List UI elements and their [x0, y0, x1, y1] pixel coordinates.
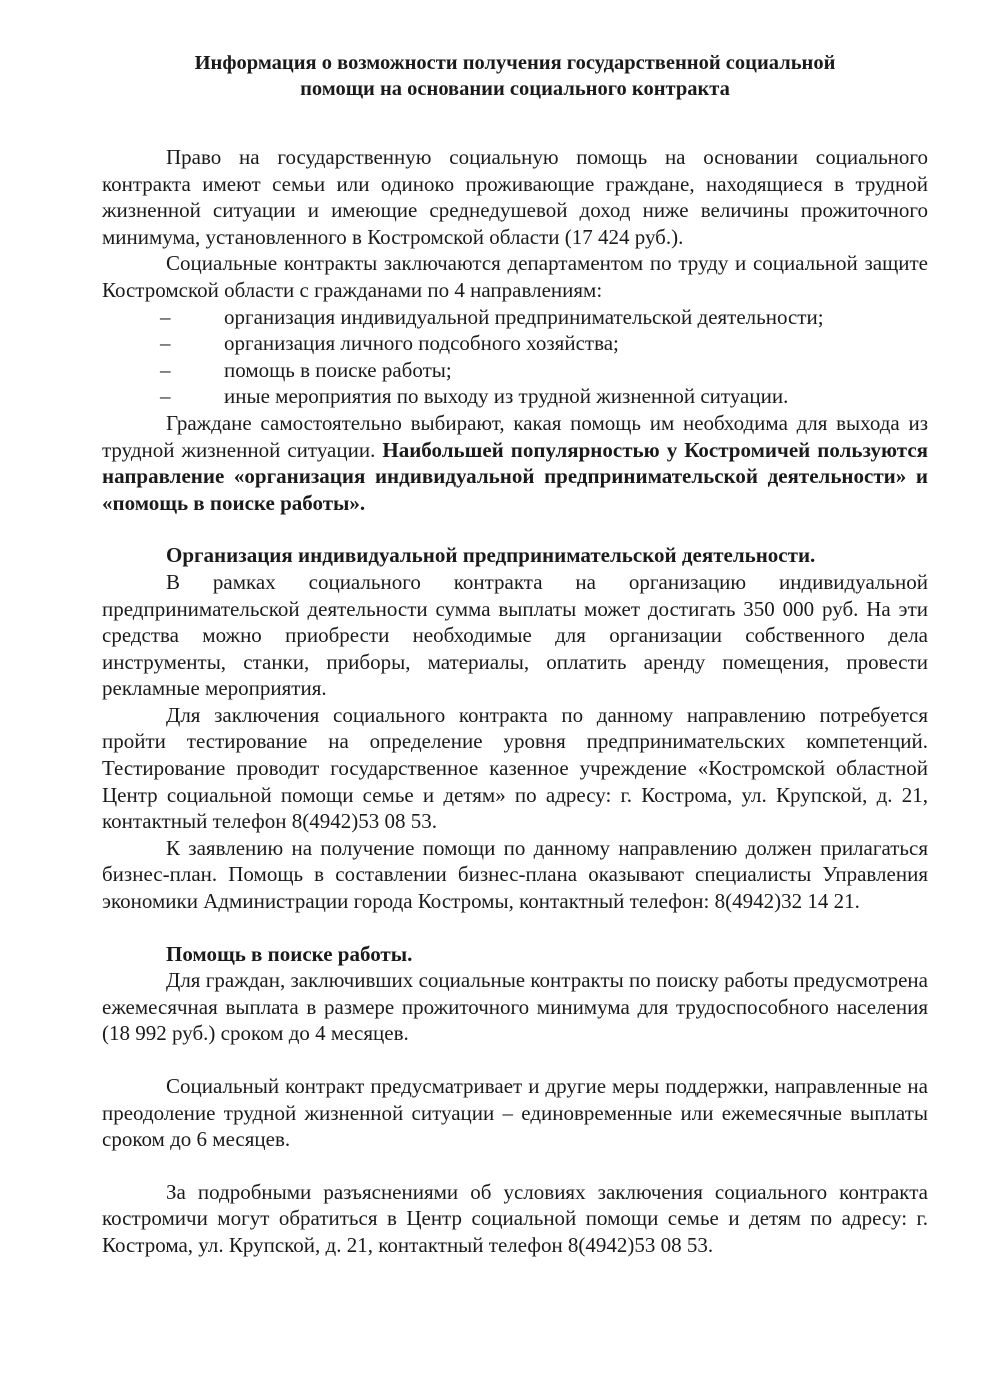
- document-title: [102, 50, 928, 102]
- list-item: [102, 357, 928, 384]
- title-line-1: Информация о возможности получения государственной социальной: [194, 52, 836, 74]
- dash-marker: –: [160, 304, 171, 329]
- list-item-text: иные мероприятия по выходу из трудной жизненной ситуации.: [224, 384, 789, 409]
- section-heading-job-search: Помощь в поиске работы.: [166, 941, 413, 966]
- list-item-text: организация личного подсобного хозяйства;: [224, 331, 619, 356]
- intro-paragraph-3: [102, 410, 928, 516]
- section1-paragraph-3: К заявлению на получение помощи по данному направлению должен прилагаться бизнес-план. Помощь в составлении бизнес-плана оказывают специалисты Управления экономики Администрации города Костромы, контактный телефон: 8(4942)32 14 21.: [102, 835, 928, 914]
- dash-marker: –: [160, 331, 171, 356]
- list-item: [102, 383, 928, 410]
- list-item: [102, 304, 928, 331]
- list-item: [102, 330, 928, 357]
- dash-marker: –: [160, 384, 171, 409]
- section-heading-entrepreneurship: Организация индивидуальной предпринимательской деятельности.: [166, 543, 816, 568]
- directions-list: [102, 304, 928, 410]
- intro-paragraph-2: Социальные контракты заключаются департаментом по труду и социальной защите Костромской области с гражданами по 4 направлениям:: [102, 251, 928, 302]
- title-line-2: помощи на основании социального контракта: [300, 78, 730, 100]
- intro-paragraph-1: Право на государственную социальную помощь на основании социального контракта имеют семьи или одиноко проживающие граждане, находящиеся в трудной жизненной ситуации и имеющие среднедушевой доход ниже величины прожиточного минимума, установленного в Костромской области (17 424 руб.).: [102, 145, 928, 249]
- list-item-text: организация индивидуальной предпринимательской деятельности;: [224, 304, 824, 329]
- document-page: [102, 50, 928, 1259]
- intro-paragraph-3-plain: Граждане самостоятельно выбирают, какая помощь им необходима для выхода из трудной жизненной ситуации.: [102, 410, 928, 462]
- closing-paragraph-2: За подробными разъяснениями об условиях заключения социального контракта костромичи могут обратиться в Центр социальной помощи семье и детям по адресу: г. Кострома, ул. Крупской, д. 21, контактный телефон 8(4942)53 08 53.: [102, 1179, 928, 1257]
- section1-paragraph-2: Для заключения социального контракта по данному направлению потребуется пройти тестирование на определение уровня предпринимательских компетенций. Тестирование проводит государственное казенное учреждение «Костромской областной Центр социальной помощи семье и детям» по адресу: г. Кострома, ул. Крупской, д. 21, контактный телефон 8(4942)53 08 53.: [102, 702, 928, 834]
- section2-paragraph-1: Для граждан, заключивших социальные контракты по поиску работы предусмотрена ежемесячная выплата в размере прожиточного минимума для трудоспособного населения (18 992 руб.) сроком до 4 месяцев.: [102, 968, 928, 1046]
- section1-paragraph-1: В рамках социального контракта на организацию индивидуальной предпринимательской деятельности сумма выплаты может достигать 350 000 руб. На эти средства можно приобрести необходимые для организации собственного дела инструменты, станки, приборы, материалы, оплатить аренду помещения, провести рекламные мероприятия.: [102, 569, 928, 701]
- intro-paragraph-3-bold: Наибольшей популярностью у Костромичей пользуются направление «организация индивидуальной предпринимательской деятельности» и «помощь в поиске работы».: [102, 437, 929, 515]
- dash-marker: –: [160, 357, 171, 382]
- closing-paragraph-1: Социальный контракт предусматривает и другие меры поддержки, направленные на преодоление трудной жизненной ситуации – единовременные или ежемесячные выплаты сроком до 6 месяцев.: [102, 1074, 928, 1152]
- list-item-text: помощь в поиске работы;: [224, 357, 452, 382]
